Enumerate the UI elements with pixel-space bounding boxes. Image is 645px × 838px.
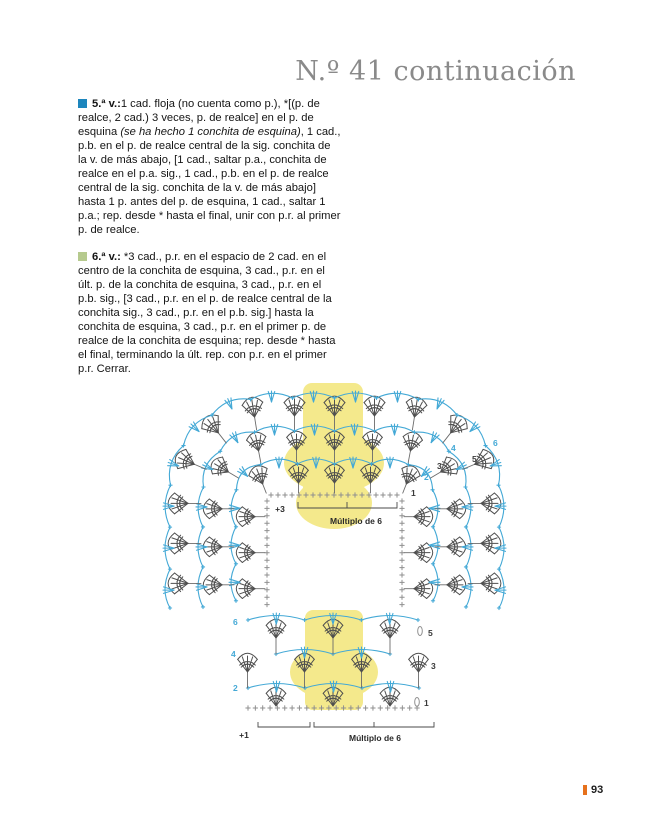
round-5-text-cont: , 1 cad., p.b. en el p. de realce central de la sig. conchita de la v. de más abajo, [1 cad., saltar p.a., conchita de realce en el p.a. sig., 1 cad., p.b. en el p. de realce central de la sig. conchita de la v. de más abajo] hasta 1 p. antes del p. de esquina, 1 cad., saltar 1 p.a.; rep. desde * hasta el final, unir con p.r. al primer p. de realce. [78, 126, 341, 236]
round-5-text: 1 cad. floja (no cuenta como p.), *[(p. de realce, 2 cad.) 3 veces, p. de realce] en el p. de esquina [78, 98, 320, 138]
repeat-label: Múltiplo de 6 [349, 733, 401, 743]
row-number-6: 6 [233, 617, 238, 627]
row-number-2: 2 [233, 683, 238, 693]
start-chain-label: +1 [239, 730, 249, 740]
start-chain-label: +3 [275, 504, 285, 514]
round-6-label: 6.ª v.: [92, 251, 121, 263]
page-footer [583, 784, 603, 796]
page-number: 93 [591, 784, 604, 796]
round-6-color-square [78, 252, 87, 261]
round-number-1: 1 [411, 488, 416, 498]
repeat-label: Múltiplo de 6 [330, 516, 382, 526]
instruction-round-6 [78, 250, 342, 376]
row-number-4: 4 [231, 649, 236, 659]
round-5-color-square [78, 99, 87, 108]
pattern-instructions [78, 97, 342, 389]
round-6-text: *3 cad., p.r. en el espacio de 2 cad. en el centro de la conchita de esquina, 3 cad., p.r. en el últ. p. de la conchita de esquina, 3 cad., p.r. en el p.b. sig., [3 cad., p.r. en el p. de realce central de la conchita sig., 3 cad., p.r. en el p.b. sig.] hasta la conchita de esquina, 3 cad., p.r. en el primer p. de realce de la conchita de esquina; rep. desde * hasta el final, terminando la últ. rep. con p.r. en el primer p.r. Cerrar. [78, 251, 336, 375]
round-number-3: 3 [437, 461, 442, 471]
turning-chain-icon [418, 627, 423, 636]
round-number-5: 5 [472, 454, 477, 464]
round-5-italic-note: (se ha hecho 1 conchita de esquina) [120, 126, 301, 138]
page-title: N.º 41 continuación [295, 56, 576, 87]
round-5-label: 5.ª v.: [92, 98, 121, 110]
swatch-crochet-chart [228, 600, 446, 752]
row-number-5: 5 [428, 628, 433, 638]
swatch-highlight-band [290, 610, 378, 710]
row-number-3: 3 [431, 661, 436, 671]
page-marker-bar [583, 785, 587, 795]
turning-chain-icon [415, 698, 420, 707]
row-number-1: 1 [424, 698, 429, 708]
round-number-2: 2 [424, 472, 429, 482]
neckline-crochet-chart [140, 375, 540, 611]
instruction-round-5 [78, 97, 342, 237]
repeat-bracket [258, 722, 434, 727]
round-number-4: 4 [451, 443, 456, 453]
round-number-6: 6 [493, 438, 498, 448]
